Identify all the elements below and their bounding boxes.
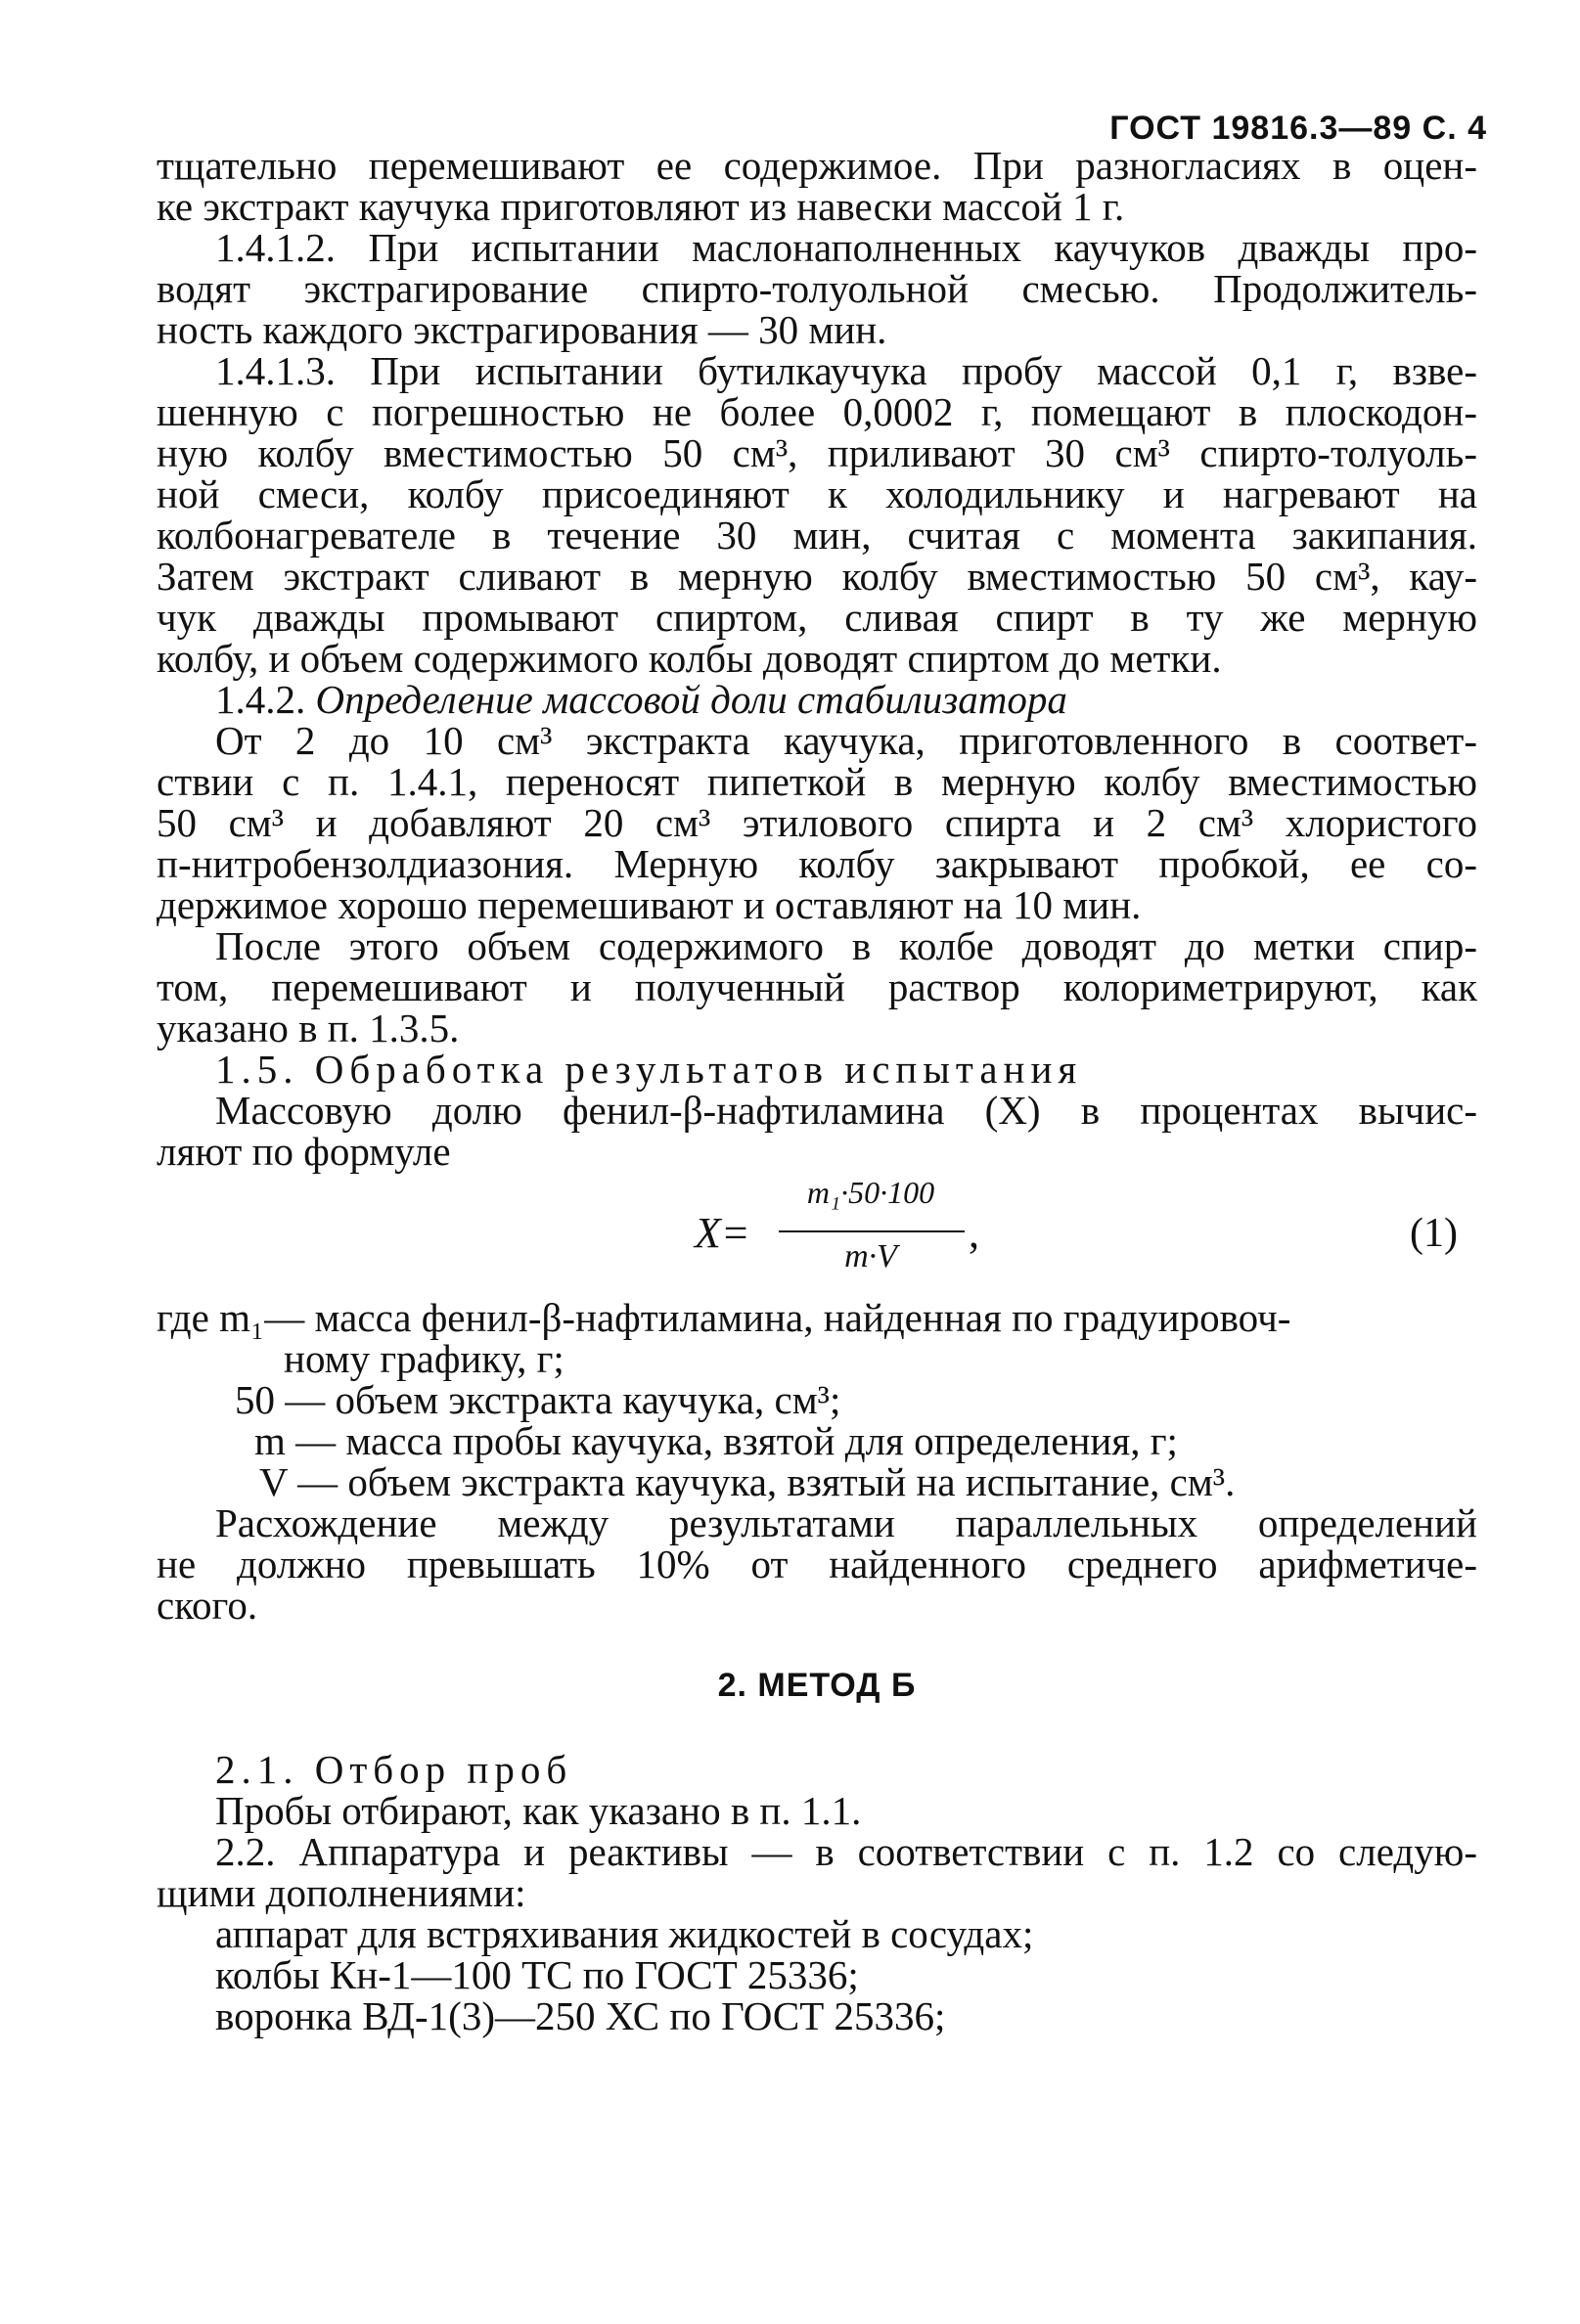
formula-trail: , — [969, 1209, 979, 1257]
formula-denominator: m·V — [844, 1238, 897, 1274]
text-line: том, перемешивают и полученный раствор колориметрируют, как — [157, 964, 1477, 1009]
text-line: 1.4.1.2. При испытании маслонаполненных каучуков дважды про- — [215, 225, 1477, 270]
formula-block — [157, 1172, 1477, 1297]
subsection-heading: 1.5. Обработка результатов испытания — [215, 1047, 1083, 1092]
text-line: колбу, и объем содержимого колбы доводят спиртом до метки. — [157, 636, 1222, 681]
text-line: Расхождение между результатами параллельных определений — [215, 1500, 1477, 1545]
running-head: ГОСТ 19816.3—89 С. 4 — [1109, 110, 1487, 147]
text-line: 2.2. Аппаратура и реактивы — в соответствии с п. 1.2 со следую- — [215, 1829, 1477, 1874]
variable-definitions — [157, 1297, 1477, 1502]
body-text — [157, 145, 1477, 2036]
text-line: После этого объем содержимого в колбе доводят до метки спир- — [215, 923, 1477, 968]
formula-number: (1) — [1410, 1211, 1458, 1256]
list-item: колбы Кн-1—100 ТС по ГОСТ 25336; — [215, 1952, 859, 1997]
text-line: Затем экстракт сливают в мерную колбу вместимостью 50 см³, кау- — [157, 554, 1477, 599]
text-line: п-нитробензолдиазония. Мерную колбу закрывают пробкой, ее со- — [157, 841, 1477, 886]
text-line: Пробы отбирают, как указано в п. 1.1. — [215, 1788, 862, 1833]
heading-title: Определение массовой доли стабилизатора — [315, 677, 1067, 722]
text-line: 50 см³ и добавляют 20 см³ этилового спирта и 2 см³ хлористого — [157, 800, 1477, 845]
formula-numerator: m₁·50·100 — [806, 1175, 935, 1210]
text-line: ствии с п. 1.4.1, переносят пипеткой в мерную колбу вместимостью — [157, 759, 1477, 804]
text-line: держимое хорошо перемешивают и оставляют на 10 мин. — [157, 882, 1142, 927]
text-line: ского. — [157, 1583, 258, 1628]
text-line: Массовую долю фенил-β-нафтиламина (X) в процентах вычис- — [215, 1088, 1477, 1133]
text-line: тщательно перемешивают ее содержимое. При разногласиях в оцен- — [157, 143, 1477, 188]
text-line: ную колбу вместимостью 50 см³, приливают 30 см³ спирто-толуоль- — [157, 430, 1477, 475]
list-item: аппарат для встряхивания жидкостей в сосудах; — [215, 1911, 1034, 1956]
text-line: ляют по формуле — [157, 1129, 451, 1174]
text-line: 1.4.1.3. При испытании бутилкаучука пробу массой 0,1 г, взве- — [215, 348, 1477, 393]
text-line: ной смеси, колбу присоединяют к холодильнику и нагревают на — [157, 471, 1477, 516]
subsection-heading: 2.1. Отбор проб — [215, 1747, 573, 1792]
heading-number: 1.4.2. — [215, 677, 306, 722]
text-line: шенную с погрешностью не более 0,0002 г, помещают в плоскодон- — [157, 389, 1477, 434]
text-line: где m₁— масса фенил-β-нафтиламина, найденная по градуировоч- — [157, 1295, 1291, 1340]
text-line: щими дополнениями: — [157, 1870, 526, 1915]
fraction-bar — [779, 1230, 965, 1232]
text-line: указано в п. 1.3.5. — [157, 1006, 460, 1050]
formula-lhs: X= — [695, 1209, 750, 1257]
text-line: ность каждого экстрагирования — 30 мин. — [157, 307, 887, 352]
text-line: ке экстракт каучука приготовляют из навески массой 1 г. — [157, 184, 1125, 229]
text-line: ному графику, г; — [284, 1336, 564, 1381]
section-title: 2. МЕТОД Б — [717, 1667, 917, 1704]
text-line: m — масса пробы каучука, взятой для определения, г; — [254, 1418, 1178, 1463]
text-line: 50 — объем экстракта каучука, см³; — [235, 1377, 841, 1422]
text-line: колбонагревателе в течение 30 мин, считая с момента закипания. — [157, 513, 1477, 558]
text-line: V — объем экстракта каучука, взятый на испытание, см³. — [259, 1459, 1236, 1504]
text-line: чук дважды промывают спиртом, сливая спирт в ту же мерную — [157, 595, 1477, 640]
text-line: От 2 до 10 см³ экстракта каучука, приготовленного в соответ- — [215, 718, 1477, 763]
text-line: не должно превышать 10% от найденного среднего арифметиче- — [157, 1542, 1477, 1587]
list-item: воронка ВД-1(3)—250 ХС по ГОСТ 25336; — [215, 1993, 946, 2038]
subsection-heading — [157, 679, 1477, 720]
text-line: водят экстрагирование спирто-толуольной смесью. Продолжитель- — [157, 266, 1477, 311]
